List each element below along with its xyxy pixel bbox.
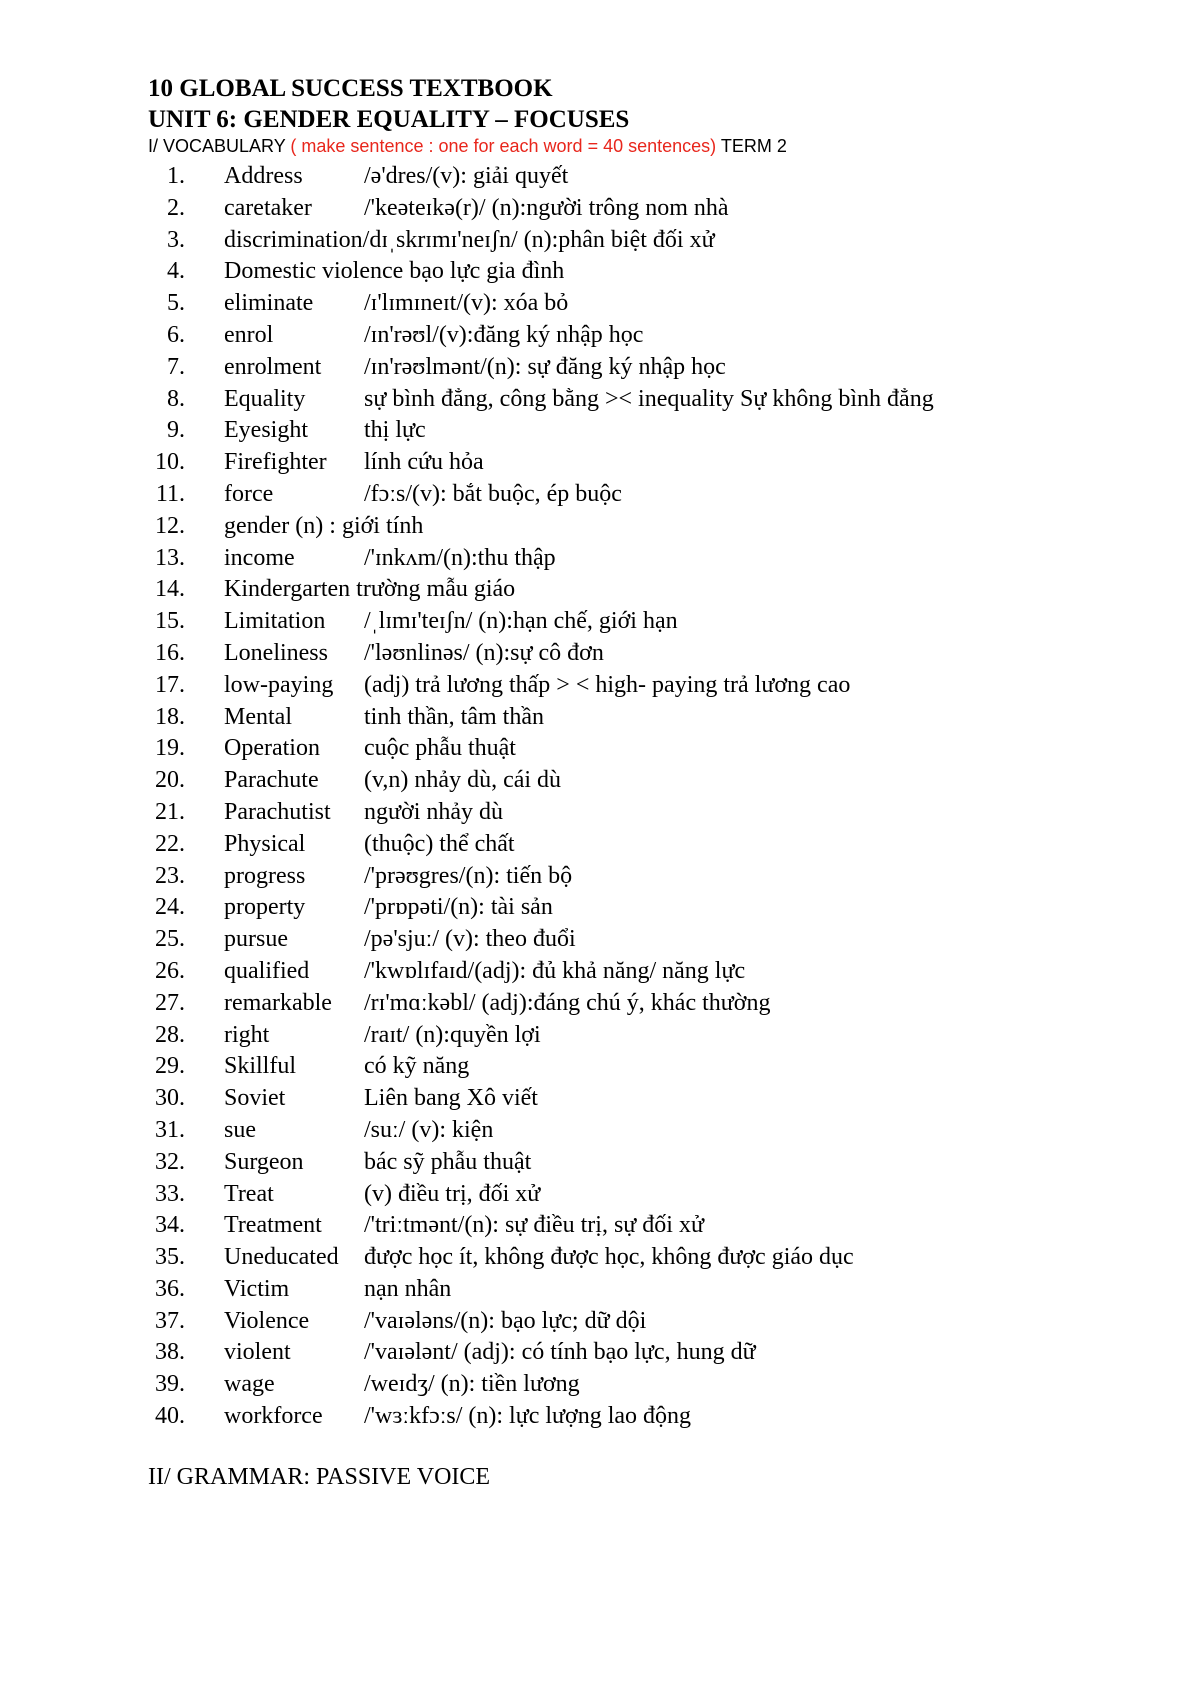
vocab-item [0,606,1200,638]
vocab-item [0,193,1200,225]
vocab-item-definition: tinh thần, tâm thần [364,703,544,730]
vocab-item-number: 20. [155,767,185,794]
vocab-item-number: 12. [155,512,185,539]
vocab-item-word: Limitation [224,608,326,635]
vocab-item-definition: (v) điều trị, đối xử [364,1180,541,1207]
vocab-item-number: 1. [167,163,185,189]
vocab-item-number: 36. [155,1275,185,1302]
vocab-item-definition: nạn nhân [364,1275,452,1302]
vocab-item [0,447,1200,479]
vocab-item [0,479,1200,511]
vocab-item-word: Parachute [224,767,319,794]
vocab-item [0,638,1200,670]
vocab-item-definition: (adj) trả lương thấp > < high- paying trả lương cao [364,671,851,698]
vocab-item-word: Treat [224,1180,274,1207]
vocab-item-number: 5. [167,290,185,317]
vocab-item-definition: /ə'dres/(v): giải quyết [364,163,569,189]
vocab-item-number: 16. [155,639,185,666]
vocab-item-word: Kindergarten trường mẫu giáo [224,576,516,603]
vocab-item-number: 14. [155,576,185,603]
vocabulary-heading-note: ( make sentence : one for each word = 40 sentences) [290,136,717,156]
vocab-item-word: force [224,480,274,507]
document-title: 10 GLOBAL SUCCESS TEXTBOOK [148,75,553,102]
vocab-item [0,956,1200,988]
vocab-item-definition: sự bình đẳng, công bằng >< inequality Sự không bình đẳng [364,385,934,412]
vocab-item-word: Soviet [224,1085,286,1112]
vocab-item-word: Firefighter [224,449,327,476]
vocab-item [0,1083,1200,1115]
vocab-item [0,225,1200,257]
vocab-item-word: Eyesight [224,417,308,444]
vocab-item-word: Treatment [224,1212,322,1239]
vocab-item-definition: /weɪdʒ/ (n): tiền lương [364,1371,580,1398]
vocab-item-word: Skillful [224,1053,297,1080]
vocab-item [0,1210,1200,1242]
vocab-item-word: income [224,544,295,571]
vocab-item-word: discrimination/dɪˌskrɪmɪ'neɪʃn/ (n):phân biệt đối xử [224,226,715,253]
vocab-item-definition: /pə'sjuː/ (v): theo đuổi [364,926,576,953]
vocab-item-definition: Liên bang Xô viết [364,1085,538,1112]
vocab-item-definition: /ˌlɪmɪ'teɪʃn/ (n):hạn chế, giới hạn [364,608,678,635]
vocab-item-number: 19. [155,735,185,762]
vocab-item-word: Physical [224,830,306,857]
vocab-item [0,511,1200,543]
vocab-item [0,1147,1200,1179]
vocab-item [0,1115,1200,1147]
vocab-item-definition: /suː/ (v): kiện [364,1116,494,1143]
vocab-item-number: 24. [155,894,185,921]
vocab-item-number: 30. [155,1085,185,1112]
vocab-item [0,1242,1200,1274]
vocab-item-definition: /'triːtmənt/(n): sự điều trị, sự đối xử [364,1212,704,1239]
vocab-item-word: Victim [224,1275,290,1302]
vocab-item-number: 10. [155,449,185,476]
grammar-heading: II/ GRAMMAR: PASSIVE VOICE [148,1464,491,1490]
vocab-item [0,415,1200,447]
vocab-item-definition: /ɪn'rəʊlmənt/(n): sự đăng ký nhập học [364,353,726,380]
vocab-item-word: violent [224,1339,291,1366]
vocab-item-number: 34. [155,1212,185,1239]
vocab-item-number: 31. [155,1116,185,1143]
vocab-item-word: pursue [224,926,288,953]
vocab-item-word: Mental [224,703,292,730]
vocab-item-definition: /'vaɪələns/(n): bạo lực; dữ dội [364,1307,647,1334]
vocab-item-word: Surgeon [224,1148,304,1175]
vocab-item-number: 13. [155,544,185,571]
vocab-item-number: 4. [167,258,185,285]
vocab-item-word: gender (n) : giới tính [224,512,424,539]
vocab-item-definition: /rɪ'mɑːkəbl/ (adj):đáng chú ý, khác thường [364,989,771,1016]
vocab-item-definition: /'keəteɪkə(r)/ (n):người trông nom nhà [364,194,729,221]
vocab-item-number: 23. [155,862,185,889]
vocab-item-definition: /'kwɒlɪfaɪd/(adj): đủ khả năng/ năng lực [364,957,746,984]
vocab-item-word: Address [224,163,303,189]
vocab-item [0,861,1200,893]
vocab-item [0,1369,1200,1401]
vocab-item [0,574,1200,606]
vocab-item [0,733,1200,765]
vocab-item-word: eliminate [224,290,314,317]
vocab-item-number: 28. [155,1021,185,1048]
vocab-item [0,384,1200,416]
vocab-item [0,1401,1200,1433]
vocab-item-word: Loneliness [224,639,328,666]
vocab-item-word: Operation [224,735,320,762]
vocab-item-definition: /'ləʊnlinəs/ (n):sự cô đơn [364,639,604,666]
vocab-item-word: Uneducated [224,1244,339,1271]
vocab-item-definition: có kỹ năng [364,1053,470,1080]
vocab-item-number: 21. [155,798,185,825]
vocab-item-number: 2. [167,194,185,221]
vocab-item-word: progress [224,862,306,889]
vocab-item-definition: /raɪt/ (n):quyền lợi [364,1021,541,1048]
vocab-item-word: Equality [224,385,306,412]
vocab-item-number: 7. [167,353,185,380]
vocab-item-number: 37. [155,1307,185,1334]
vocab-item-definition: được học ít, không được học, không được giáo dục [364,1244,854,1271]
vocab-item-definition: /fɔːs/(v): bắt buộc, ép buộc [364,480,622,507]
vocab-item-definition: /'vaɪələnt/ (adj): có tính bạo lực, hung dữ [364,1339,756,1366]
vocab-item-word: qualified [224,957,310,984]
vocab-item-definition: bác sỹ phẫu thuật [364,1148,532,1175]
vocab-item-word: Parachutist [224,798,331,825]
vocab-item-number: 40. [155,1403,185,1430]
vocab-item [0,352,1200,384]
vocab-item-word: enrol [224,321,274,348]
vocab-item-number: 27. [155,989,185,1016]
vocab-item-number: 26. [155,957,185,984]
vocab-item [0,670,1200,702]
vocab-item-number: 32. [155,1148,185,1175]
vocab-item-number: 3. [167,226,185,253]
vocab-item-word: enrolment [224,353,322,380]
vocab-item-word: wage [224,1371,275,1398]
vocab-item-number: 8. [167,385,185,412]
vocab-item [0,924,1200,956]
vocab-item [0,702,1200,734]
vocab-item-word: low-paying [224,671,334,698]
vocab-item-number: 9. [167,417,185,444]
vocab-item-definition: /ɪn'rəʊl/(v):đăng ký nhập học [364,321,644,348]
vocab-item-word: right [224,1021,270,1048]
vocab-item-number: 29. [155,1053,185,1080]
vocab-item [0,256,1200,288]
vocab-item-number: 11. [155,480,185,507]
vocab-item-definition: /'prɒpəti/(n): tài sản [364,894,553,921]
vocab-item-word: property [224,894,306,921]
vocab-item-number: 39. [155,1371,185,1398]
vocab-item-word: workforce [224,1403,323,1430]
vocab-item-number: 18. [155,703,185,730]
unit-title: UNIT 6: GENDER EQUALITY – FOCUSES [148,106,630,133]
vocab-item-word: Violence [224,1307,310,1334]
vocab-item-definition: (thuộc) thể chất [364,830,515,857]
vocab-item [0,797,1200,829]
vocab-item [0,1051,1200,1083]
vocab-item-word: remarkable [224,989,332,1016]
vocab-item [0,765,1200,797]
vocab-item [0,1306,1200,1338]
vocab-item [0,1337,1200,1369]
vocab-item [0,829,1200,861]
vocab-item-word: Domestic violence bạo lực gia đình [224,258,565,285]
vocab-item [0,1179,1200,1211]
vocab-item [0,1274,1200,1306]
vocab-item-definition: cuộc phẫu thuật [364,735,516,762]
vocab-item-definition: người nhảy dù [364,798,504,825]
vocab-item [0,161,1200,193]
vocab-item [0,1020,1200,1052]
vocab-item-number: 6. [167,321,185,348]
vocab-item-definition: /'prəʊgres/(n): tiến bộ [364,862,573,889]
vocabulary-heading [148,134,787,158]
vocab-item-number: 38. [155,1339,185,1366]
vocab-item [0,988,1200,1020]
vocab-item [0,543,1200,575]
vocab-item-number: 33. [155,1180,185,1207]
vocab-item [0,892,1200,924]
vocab-item-number: 15. [155,608,185,635]
vocab-item-definition: thị lực [364,417,426,444]
vocabulary-heading-suffix: TERM 2 [716,136,787,156]
vocab-item-definition: /ɪ'lɪmɪneɪt/(v): xóa bỏ [364,290,569,317]
vocab-item-definition: (v,n) nhảy dù, cái dù [364,767,562,794]
vocab-item-definition: lính cứu hỏa [364,449,484,476]
vocabulary-heading-prefix: I/ VOCABULARY [148,136,291,156]
vocab-item-number: 22. [155,830,185,857]
vocab-item [0,288,1200,320]
vocab-item-number: 25. [155,926,185,953]
vocab-item-definition: /'wɜːkfɔːs/ (n): lực lượng lao động [364,1403,692,1430]
vocab-item-word: sue [224,1116,256,1143]
vocab-item-definition: /'ɪnkʌm/(n):thu thập [364,544,556,571]
vocab-item-number: 17. [155,671,185,698]
vocab-item-number: 35. [155,1244,185,1271]
vocabulary-list [0,161,1200,1433]
vocab-item [0,320,1200,352]
vocab-item-word: caretaker [224,194,312,221]
